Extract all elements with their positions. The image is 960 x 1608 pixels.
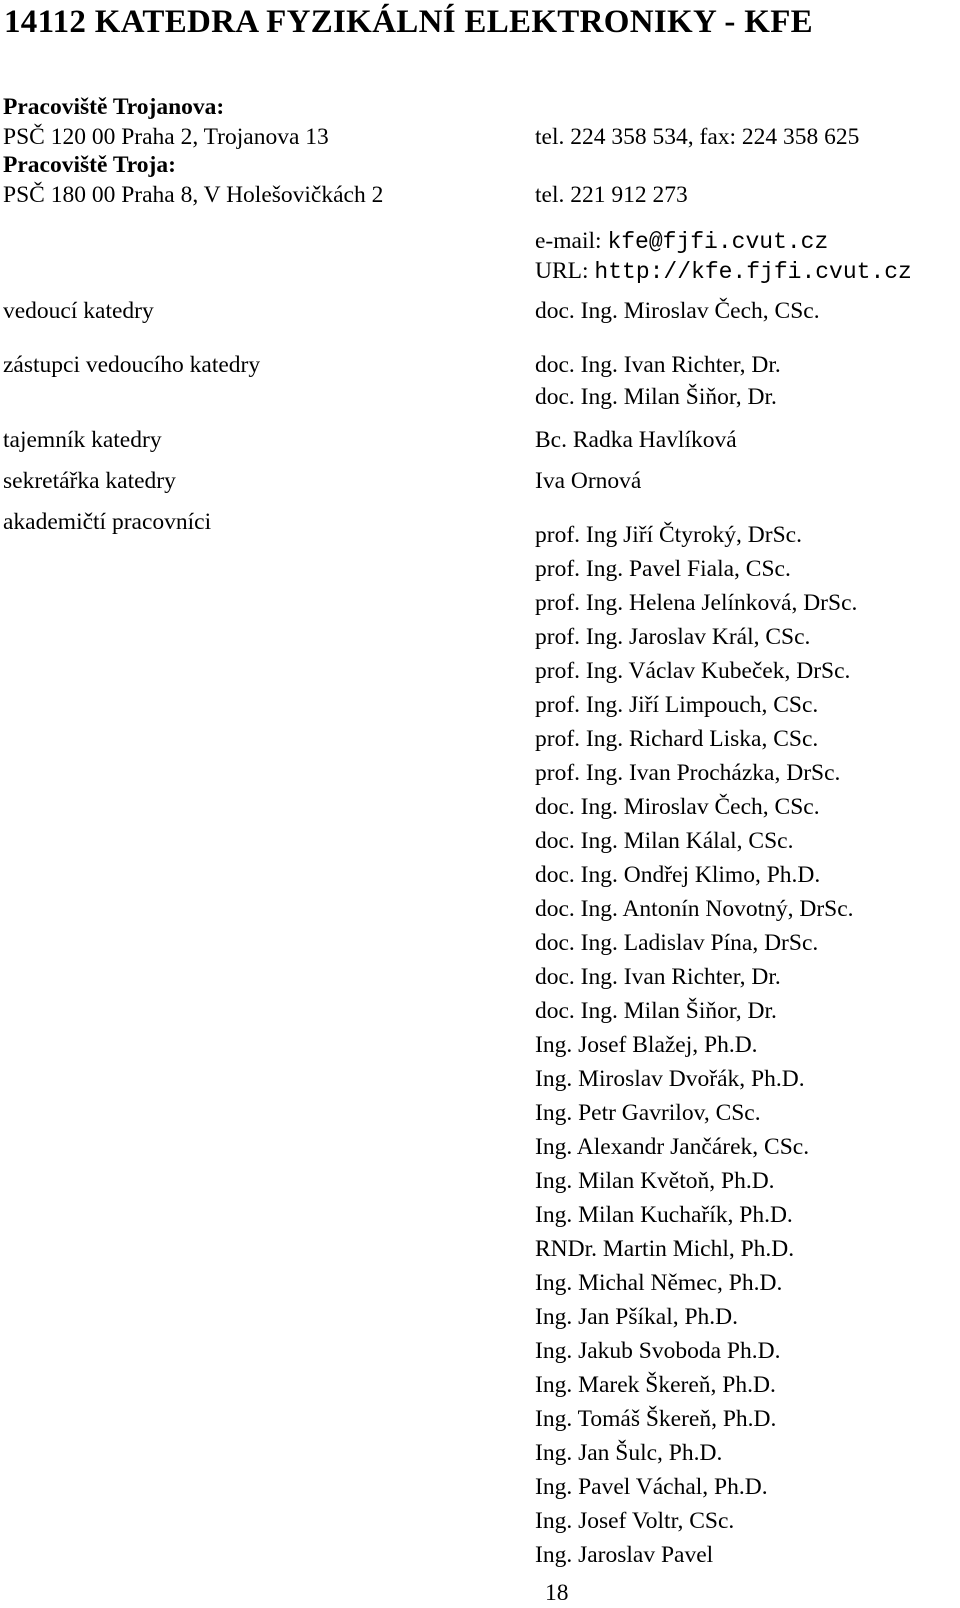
- page-title: 14112 KATEDRA FYZIKÁLNÍ ELEKTRONIKY - KFE: [4, 4, 813, 40]
- staff-list-item: Ing. Josef Voltr, CSc.: [535, 1508, 735, 1534]
- url-label: URL:: [535, 258, 589, 284]
- site2-label: Pracoviště Troja:: [3, 152, 176, 178]
- site1-phone: tel. 224 358 534, fax: 224 358 625: [535, 124, 860, 150]
- staff-list-item: doc. Ing. Ivan Richter, Dr.: [535, 964, 781, 990]
- staff-list-item: doc. Ing. Ladislav Pína, DrSc.: [535, 930, 819, 956]
- staff-list-item: RNDr. Martin Michl, Ph.D.: [535, 1236, 795, 1262]
- staff-list-item: doc. Ing. Miroslav Čech, CSc.: [535, 794, 820, 820]
- academic-staff-label: akademičtí pracovníci: [3, 509, 212, 535]
- staff-list-item: Ing. Alexandr Jančárek, CSc.: [535, 1134, 810, 1160]
- site2-address: PSČ 180 00 Praha 8, V Holešovičkách 2: [3, 182, 384, 208]
- staff-list-item: Ing. Pavel Váchal, Ph.D.: [535, 1474, 768, 1500]
- staff-list-item: prof. Ing Jiří Čtyroký, DrSc.: [535, 522, 802, 548]
- staff-list-item: Ing. Marek Škereň, Ph.D.: [535, 1372, 776, 1398]
- site2-phone: tel. 221 912 273: [535, 182, 688, 208]
- academic-staff-list: [535, 518, 857, 1572]
- staff-list-item: prof. Ing. Jiří Limpouch, CSc.: [535, 692, 819, 718]
- clerk-name: Iva Ornová: [535, 468, 642, 494]
- staff-list-item: prof. Ing. Jaroslav Král, CSc.: [535, 624, 811, 650]
- staff-list-item: Ing. Milan Květoň, Ph.D.: [535, 1168, 775, 1194]
- staff-list-item: prof. Ing. Ivan Procházka, DrSc.: [535, 760, 841, 786]
- deputies-label: zástupci vedoucího katedry: [3, 352, 261, 378]
- staff-list-item: Ing. Jan Pšíkal, Ph.D.: [535, 1304, 739, 1330]
- staff-list-item: prof. Ing. Václav Kubeček, DrSc.: [535, 658, 851, 684]
- staff-list-item: Ing. Michal Němec, Ph.D.: [535, 1270, 783, 1296]
- staff-list-item: prof. Ing. Richard Liska, CSc.: [535, 726, 819, 752]
- deputy-name: doc. Ing. Ivan Richter, Dr.: [535, 352, 781, 378]
- secretary-name: Bc. Radka Havlíková: [535, 427, 737, 453]
- staff-list-item: Ing. Jakub Svoboda Ph.D.: [535, 1338, 781, 1364]
- site1-address: PSČ 120 00 Praha 2, Trojanova 13: [3, 124, 329, 150]
- head-label: vedoucí katedry: [3, 298, 154, 324]
- url-line: [535, 256, 912, 287]
- staff-list-item: Ing. Jan Šulc, Ph.D.: [535, 1440, 723, 1466]
- page-number: 18: [545, 1580, 569, 1606]
- email-link[interactable]: kfe@fjfi.cvut.cz: [607, 229, 829, 255]
- clerk-label: sekretářka katedry: [3, 468, 176, 494]
- staff-list-item: doc. Ing. Ondřej Klimo, Ph.D.: [535, 862, 821, 888]
- staff-list-item: prof. Ing. Pavel Fiala, CSc.: [535, 556, 791, 582]
- staff-list-item: Ing. Jaroslav Pavel: [535, 1542, 714, 1568]
- url-link[interactable]: http://kfe.fjfi.cvut.cz: [594, 259, 912, 285]
- staff-list-item: doc. Ing. Milan Kálal, CSc.: [535, 828, 794, 854]
- staff-list-item: Ing. Josef Blažej, Ph.D.: [535, 1032, 758, 1058]
- staff-list-item: Ing. Milan Kuchařík, Ph.D.: [535, 1202, 793, 1228]
- staff-list-item: Ing. Tomáš Škereň, Ph.D.: [535, 1406, 777, 1432]
- staff-list-item: Ing. Miroslav Dvořák, Ph.D.: [535, 1066, 805, 1092]
- secretary-label: tajemník katedry: [3, 427, 162, 453]
- email-line: [535, 226, 828, 257]
- email-label: e-mail:: [535, 228, 602, 254]
- head-name: doc. Ing. Miroslav Čech, CSc.: [535, 298, 820, 324]
- site1-label: Pracoviště Trojanova:: [3, 94, 225, 120]
- staff-list-item: prof. Ing. Helena Jelínková, DrSc.: [535, 590, 858, 616]
- deputy-name: doc. Ing. Milan Šiňor, Dr.: [535, 384, 777, 410]
- staff-list-item: Ing. Petr Gavrilov, CSc.: [535, 1100, 761, 1126]
- staff-list-item: doc. Ing. Milan Šiňor, Dr.: [535, 998, 777, 1024]
- staff-list-item: doc. Ing. Antonín Novotný, DrSc.: [535, 896, 854, 922]
